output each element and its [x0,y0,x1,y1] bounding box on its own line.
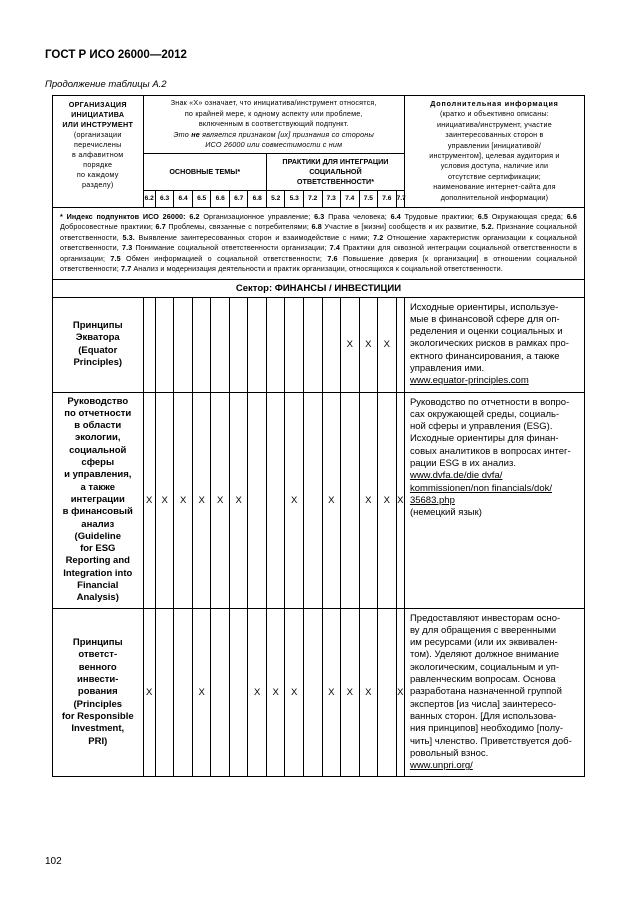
mark-cell: X [378,392,397,608]
initiative-name-line: по отчетности [64,407,132,419]
subclause-code-cell: 6.5 [192,190,211,207]
info-line: ву для обращения с вверенными [409,624,557,636]
legend-code: 7.2 [373,232,384,242]
initiative-name-line: Investment, [71,723,125,735]
disclaimer-prefix: Это [173,129,192,139]
practices-header-line: ПРАКТИКИ ДЛЯ ИНТЕГРАЦИИ [282,156,389,166]
website-link[interactable]: 35683.php [409,494,455,506]
mark-cell [229,608,248,777]
info-line: управления ими. [409,362,485,374]
subclause-code-cell: 6.2 [143,190,155,207]
mark-cell [396,297,404,392]
initiative-row [53,297,585,392]
additional-info-line: инициатива/инструмент, участие [437,119,552,129]
initiative-name-line: сферы [81,457,115,469]
mark-cell: X [359,392,378,608]
mark-cell [143,297,155,392]
mark-cell [229,297,248,392]
info-line: ределения и оценки социальных и [409,326,563,338]
practices-header-line: СОЦИАЛЬНОЙ [309,166,362,176]
info-line: экологическим, социальным и уп- [409,661,560,673]
org-header-note: перечислены [73,140,122,149]
initiative-row [53,608,585,777]
initiative-name-line: анализ [81,518,115,530]
mark-cell: X [155,392,174,608]
mark-cell [285,297,304,392]
mark-cell [248,392,267,608]
mark-cell: X [174,392,193,608]
mark-cell [155,608,174,777]
mark-cell: X [143,608,155,777]
info-line: равленческим вопросам. Основа [409,674,556,686]
initiative-name-line: Financial [77,580,119,591]
info-line: ной сферы и управления (ESG). [409,421,553,433]
mark-note-disclaimer-line2: ИСО 26000 или совместимости с ним [205,140,343,149]
initiative-name-line: Руководство [67,395,129,407]
subclause-code-cell: 5.3 [285,190,304,207]
additional-info-line: (кратко и объективно описаны: [439,109,549,119]
legend-text: Организационное управление; [199,211,315,221]
subclause-code-cell: 6.7 [229,190,248,207]
subclause-code-cell: 7.2 [303,190,322,207]
legend-code: 7.6 [327,253,338,263]
initiative-name-line: рования [77,686,118,698]
initiative-name-line: (Principles [73,698,123,710]
mark-cell [303,297,322,392]
legend-text: Признание социальной ответственности, [60,222,577,242]
website-link[interactable]: www.unpri.org/ [409,760,473,772]
website-link[interactable]: kommissionen/non financials/dok/ [409,482,552,494]
sector-heading: Сектор: ФИНАНСЫ / ИНВЕСТИЦИИ [53,279,585,297]
mark-cell: X [143,392,155,608]
org-header-note: (организации [73,130,122,139]
info-line: разработана назначенной группой [409,686,562,698]
mark-note-line: включенным в соответствующий подпункт. [198,119,349,128]
initiative-name-line: (Equator [78,344,118,356]
mark-cell [192,297,211,392]
initiative-name-line: в финансовый [62,506,133,518]
legend-text: Анализ и модернизация деятельности и практик организации, относящихся к социальной ответственности. [131,264,503,273]
additional-info-title: Дополнительная информация [430,99,559,108]
legend-text: Добросовестные практики; [60,222,156,231]
legend-text: Трудовые практики; [400,211,478,221]
legend-code: 7.3 [122,243,133,252]
org-header-note: в алфавитном [71,150,124,159]
org-header-note: по каждому [76,170,119,179]
initiative-info [404,608,584,777]
additional-info-line: инструментом], целевая аудитория и [429,151,560,161]
mark-cell: X [396,392,404,608]
org-column-header [53,96,144,208]
subclause-code-cell: 6.4 [174,190,193,207]
legend-code: 6.3 [314,211,325,221]
initiative-name-line: и управления, [64,469,132,481]
org-header-line: ИЛИ ИНСТРУМЕНТ [62,120,134,129]
mark-note-line: по крайней мере, к одному аспекту или проблеме, [184,108,363,118]
mark-cell [266,392,285,608]
mark-cell: X [285,392,304,608]
info-line: мые в финансовой сфере для оп- [409,313,560,325]
practices-header-line: ОТВЕТСТВЕННОСТИ* [296,176,374,186]
mark-note-disclaimer [147,130,401,141]
initiative-name-line: Principles) [73,356,123,368]
mark-cell [174,297,193,392]
org-header-line: ИНИЦИАТИВА [71,110,125,119]
mark-cell: X [192,392,211,608]
initiative-name-line: инвести- [77,674,119,686]
legend-text: Окружающая среда; [488,211,567,221]
mark-cell: X [266,608,285,777]
mark-cell: X [192,608,211,777]
initiative-name-line: Analysis) [76,592,119,604]
mark-cell: X [378,297,397,392]
initiative-name [53,608,144,777]
initiative-name [53,392,144,608]
legend-code: 6.2 [189,211,200,221]
initiatives-table [52,95,585,777]
info-line: им ресурсами (или их эквивален- [409,637,558,649]
initiative-name [53,297,144,392]
org-header-line: ОРГАНИЗАЦИЯ [68,100,127,109]
mark-cell: X [341,608,360,777]
info-line: Руководство по отчетности в вопро- [409,396,570,408]
legend-code: 6.8 [311,222,322,231]
mark-cell [155,297,174,392]
mark-note-line: Знак «X» означает, что инициатива/инструмент относятся, [170,98,377,107]
subclause-code-cell: 7.6 [378,190,397,207]
initiative-name-line: Reporting and [65,555,130,567]
initiative-name-line: венного [78,661,117,673]
initiative-row [53,392,585,608]
info-line: экологических рисков в рамках про- [409,338,569,350]
legend-text: Повышение доверия [к организации] в отношении социальной ответственности; [60,253,577,273]
info-line: ровольный взнос. [409,747,489,759]
mark-cell [341,392,360,608]
info-language-note: (немецкий язык) [409,507,482,519]
subclause-code-cell: 6.3 [155,190,174,207]
info-line: ванных сторон. [Для использова- [409,710,557,722]
website-link[interactable]: www.dvfa.de/die dvfa/ [409,470,503,482]
mark-cell: X [322,392,341,608]
mark-cell [174,608,193,777]
subclause-code-cell: 7.4 [341,190,360,207]
mark-cell [248,297,267,392]
legend-code: 7.4 [329,243,340,252]
org-header-note: разделу) [81,180,114,189]
additional-info-line: управлении [инициативой/ [447,140,542,150]
info-line: чить] членство. Приветствуется доб- [409,735,572,747]
mark-cell [211,608,230,777]
initiative-name-line: экологии, [75,432,121,444]
legend-code: 7.5 [110,253,121,263]
legend-code: 6.5 [477,211,489,221]
initiative-name-line: for Responsible [61,710,134,722]
core-subjects-header: ОСНОВНЫЕ ТЕМЫ* [143,153,266,190]
document-title: ГОСТ Р ИСО 26000—2012 [45,49,187,61]
website-link[interactable]: www.equator-principles.com [409,375,529,387]
info-line: том). Уделяют должное внимание [409,649,560,661]
mark-cell [378,608,397,777]
legend-text: Выявление заинтересованных сторон и взаимодействие с ними; [134,232,374,242]
page-number: 102 [45,856,62,867]
initiative-info [404,297,584,392]
mark-cell: X [248,608,267,777]
subclause-code-cell: 6.8 [248,190,267,207]
info-line: Исходные ориентиры для финан- [409,433,559,445]
info-line: ния принципов] необходимо [полу- [409,723,564,735]
info-line: совых аналитиков в вопросах интег- [409,445,571,457]
subclause-index-legend [53,207,585,279]
initiative-name-line: PRI) [88,735,108,747]
mark-cell [303,392,322,608]
additional-info-line: заинтересованных сторон в [445,130,544,140]
info-line: сах окружающей среды, социаль- [409,408,560,420]
mark-meaning-note [143,96,404,154]
mark-cell: X [229,392,248,608]
initiative-name-line: интеграции [70,493,125,505]
initiative-info [404,392,584,608]
additional-info-header [404,96,584,208]
initiative-name-line: социальной [69,444,127,456]
legend-code: 5.3. [122,232,135,242]
mark-cell: X [359,608,378,777]
info-line: Предоставляют инвесторам осно- [409,612,561,624]
subclause-code-cell: 7.5 [359,190,378,207]
mark-cell: X [359,297,378,392]
initiative-name-line: Экватора [75,332,120,344]
legend-text: Отношение характеристик организации к социальной ответственности, [60,232,577,252]
info-line: Исходные ориентиры, используе- [409,301,559,313]
initiative-name-line: а также [80,481,116,493]
info-line: экспертов [из числа] заинтересо- [409,698,557,710]
initiative-name-line: (Guideline [74,530,121,542]
org-header-note: порядке [83,160,113,169]
legend-text: Практики для сквозной интеграции социальной ответственности в организации; [60,243,578,263]
initiative-name-line: ответст- [78,649,118,661]
additional-info-line: отсутствие сертификации; [447,171,542,181]
legend-code: 6.6 [566,211,577,221]
legend-text: Проблемы, связанные с потребителями; [165,222,312,231]
initiative-name-line: в области [74,420,122,432]
additional-info-line: условия доступа, наличие или [440,161,549,171]
practices-header [266,153,404,190]
additional-info-line: наименование интернет-сайта для [433,182,556,192]
legend-text: Права человека; [324,211,391,221]
legend-code: 5.2. [481,222,494,231]
initiative-name-line: Принципы [72,319,123,331]
table-continuation-note: Продолжение таблицы А.2 [45,79,167,90]
subclause-code-cell: 7.3 [322,190,341,207]
mark-cell: X [396,608,404,777]
legend-code: 6.4 [390,211,401,221]
disclaimer-emphasis: не [191,129,200,139]
subclause-code-cell: 5.2 [266,190,285,207]
info-line: рации ESG в их анализ. [409,458,516,470]
mark-cell: X [322,608,341,777]
legend-text: Участие в [жизни] сообществ и их развитие, [321,222,482,231]
legend-code: * Индекс подпунктов ИСО 26000: [60,211,190,221]
info-line: ектного финансирования, а также [409,350,560,362]
mark-cell [303,608,322,777]
disclaimer-rest: является признаком [их] признания со стороны [199,129,374,139]
subclause-code-cell: 7.7 [396,190,404,207]
mark-cell: X [211,392,230,608]
legend-code: 6.7 [155,222,166,231]
additional-info-line: дополнительной информации) [440,192,549,202]
legend-text: Обмен информацией о социальной ответственности; [120,253,328,263]
initiative-name-line: Integration into [63,567,133,579]
legend-code: 7.7 [121,264,132,273]
mark-cell [211,297,230,392]
mark-cell [322,297,341,392]
mark-cell: X [285,608,304,777]
mark-cell: X [341,297,360,392]
mark-cell [266,297,285,392]
subclause-code-cell: 6.6 [211,190,230,207]
initiative-name-line: Принципы [72,637,123,649]
legend-text: Понимание социальной ответственности организации; [132,243,330,252]
initiative-name-line: for ESG [80,543,116,555]
